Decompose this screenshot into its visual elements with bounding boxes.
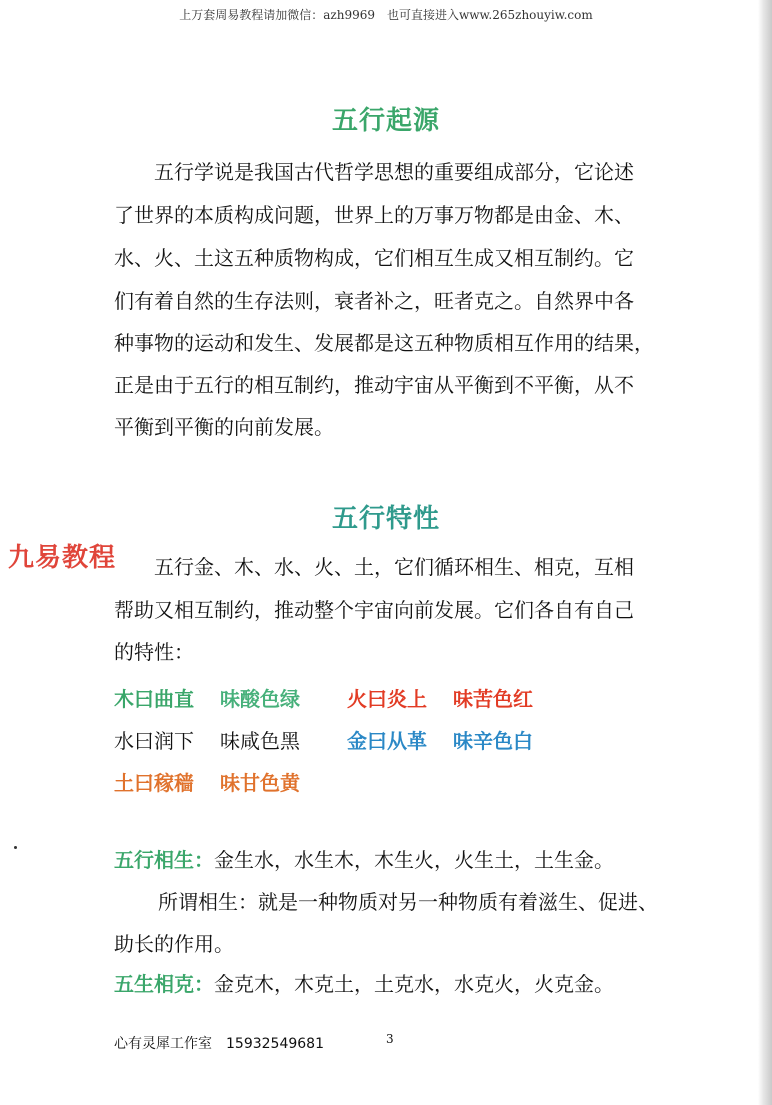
properties-line-1: 五行金、木、水、火、土，它们循环相生、相克，互相	[154, 555, 634, 579]
section-title-properties: 五行特性	[331, 504, 440, 534]
footer-studio: 心有灵犀工作室	[114, 1036, 212, 1052]
fire-nature: 火曰炎上	[347, 687, 427, 711]
earth-taste-color: 味甘色黄	[220, 771, 300, 795]
water-taste-color: 味咸色黑	[220, 729, 300, 753]
water-nature: 水曰润下	[114, 729, 194, 753]
fire-taste-color: 味苦色红	[453, 687, 533, 711]
scan-speck	[14, 846, 17, 849]
header-note: 上万套周易教程请加微信：azh9969 也可直接进入www.265zhouyiw.com	[179, 8, 593, 22]
origin-line-7: 平衡到平衡的向前发展。	[114, 415, 334, 439]
wood-nature: 木曰曲直	[114, 687, 194, 711]
page-number: 3	[386, 1032, 394, 1046]
footer-phone: 15932549681	[226, 1036, 324, 1052]
properties-line-2: 帮助又相互制约，推动整个宇宙向前发展。它们各自有自己	[114, 598, 634, 622]
generation-line	[114, 850, 614, 870]
generation-label: 五行相生：	[114, 848, 214, 872]
generation-explain-2: 助长的作用。	[114, 932, 234, 956]
generation-explain-1: 所谓相生：就是一种物质对另一种物质有着滋生、促进、	[158, 890, 658, 914]
origin-line-1: 五行学说是我国古代哲学思想的重要组成部分，它论述	[154, 160, 634, 184]
restraint-text: 金克木，木克土，土克水，水克火，火克金。	[214, 972, 614, 996]
generation-text: 金生水，水生木，木生火，火生土，土生金。	[214, 848, 614, 872]
origin-line-3: 水、火、土这五种质物构成，它们相互生成又相互制约。它	[114, 246, 634, 270]
properties-line-3: 的特性：	[114, 640, 194, 664]
restraint-line	[114, 974, 614, 994]
footer-contact	[114, 1033, 324, 1053]
origin-line-6: 正是由于五行的相互制约，推动宇宙从平衡到不平衡，从不	[114, 373, 634, 397]
wood-taste-color: 味酸色绿	[220, 687, 300, 711]
restraint-label: 五生相克：	[114, 972, 214, 996]
metal-taste-color: 味辛色白	[453, 729, 533, 753]
scan-edge	[758, 0, 772, 1105]
earth-nature: 土曰稼穑	[114, 771, 194, 795]
metal-nature: 金曰从革	[347, 729, 427, 753]
section-title-origin: 五行起源	[331, 106, 440, 136]
watermark-logo: 九易教程	[8, 543, 117, 573]
origin-line-2: 了世界的本质构成问题，世界上的万事万物都是由金、木、	[114, 203, 634, 227]
origin-line-5: 种事物的运动和发生、发展都是这五种物质相互作用的结果，	[114, 331, 654, 355]
origin-line-4: 们有着自然的生存法则，衰者补之，旺者克之。自然界中各	[114, 289, 634, 313]
